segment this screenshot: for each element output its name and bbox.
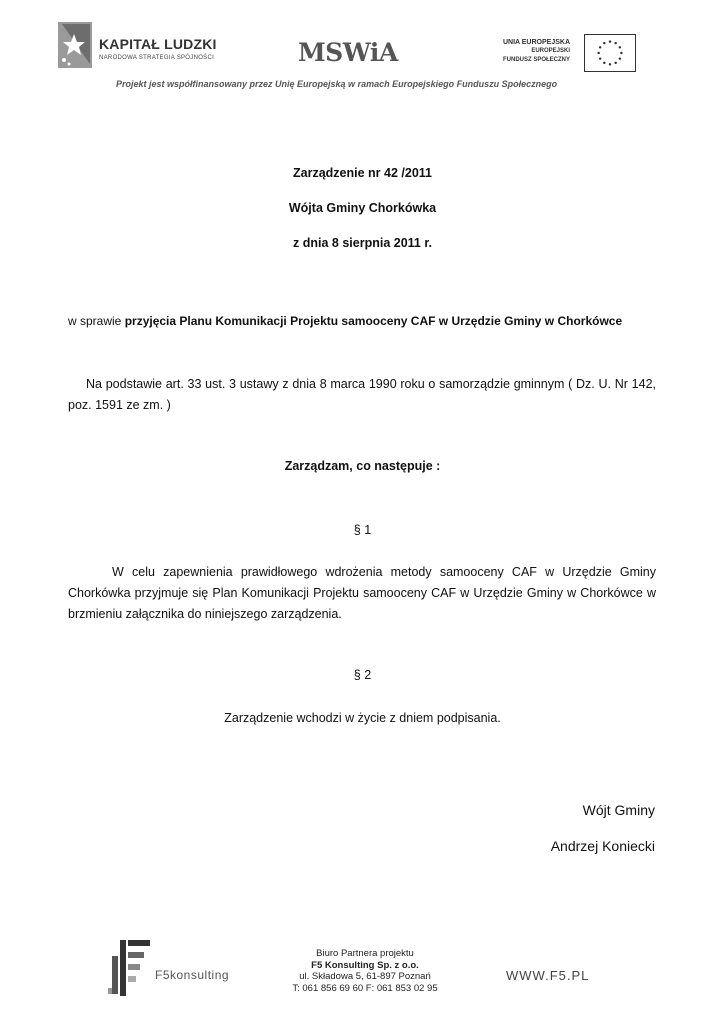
signature-role: Wójt Gminy <box>582 802 655 818</box>
eu-text-block <box>503 38 570 65</box>
document-issuer: Wójta Gminy Chorkówka <box>288 201 437 215</box>
kapital-ludzki-logo <box>52 20 232 80</box>
order-statement: Zarządzam, co następuje : <box>284 459 441 473</box>
signature-name: Andrzej Koniecki <box>550 838 655 854</box>
eu-logo <box>498 34 638 74</box>
section-1-heading: § 1 <box>353 523 372 537</box>
section-2-heading: § 2 <box>353 668 372 682</box>
eu-line-3: FUNDUSZ SPOŁECZNY <box>502 57 570 63</box>
footer-line-3: ul. Składowa 5, 61-897 Poznań <box>299 971 431 982</box>
footer-contact <box>290 948 440 994</box>
footer-line-1: Biuro Partnera projektu <box>316 948 414 959</box>
footer-line-2: F5 Konsulting Sp. z o.o. <box>311 959 419 971</box>
eu-line-1: UNIA EUROPEJSKA <box>502 39 570 46</box>
document-date: z dnia 8 sierpnia 2011 r. <box>293 236 432 250</box>
document-title: Zarządzenie nr 42 /2011 <box>293 166 432 180</box>
subject-text: przyjęcia Planu Komunikacji Projektu samooceny CAF w Urzędzie Gminy w Chorkówce <box>124 314 623 328</box>
mswia-logo: MSWiA <box>298 38 398 67</box>
footer-website-link[interactable]: WWW.F5.PL <box>506 968 590 983</box>
kapital-ludzki-subtitle: NARODOWA STRATEGIA SPÓJNOŚCI <box>99 55 215 61</box>
eu-flag-icon <box>584 34 636 72</box>
legal-basis-paragraph: Na podstawie art. 33 ust. 3 ustawy z dnia 8 marca 1990 roku o samorządzie gminnym ( Dz. U. Nr 142, poz. 1591 ze zm. ) <box>68 377 656 412</box>
section-1-text: W celu zapewnienia prawidłowego wdrożenia metody samooceny CAF w Urzędzie Gminy Chorkówka przyjmuje się Plan Komunikacji Projektu samooceny CAF w Urzędzie Gminy w Chorkówce w brzmieniu załącznika do niniejszego zarządzenia. <box>68 565 656 621</box>
subject-prefix: w sprawie <box>68 314 125 328</box>
kapital-ludzki-star-icon <box>52 20 96 70</box>
footer-line-4: T: 061 856 69 60 F: 061 853 02 95 <box>292 982 438 994</box>
f5-logo-text: F5konsulting <box>155 968 230 982</box>
section-2-text: Zarządzenie wchodzi w życie z dniem podpisania. <box>224 711 501 725</box>
f5-logo-mark-icon <box>108 938 152 998</box>
document-subject <box>68 311 656 332</box>
f5-konsulting-logo <box>108 938 243 998</box>
eu-line-2: EUROPEJSKI <box>531 48 570 54</box>
kapital-ludzki-title: KAPITAŁ LUDZKI <box>99 36 217 52</box>
cofinancing-note: Projekt jest współfinansowany przez Unię Europejską w ramach Europejskiego Funduszu Społecznego <box>116 79 558 89</box>
